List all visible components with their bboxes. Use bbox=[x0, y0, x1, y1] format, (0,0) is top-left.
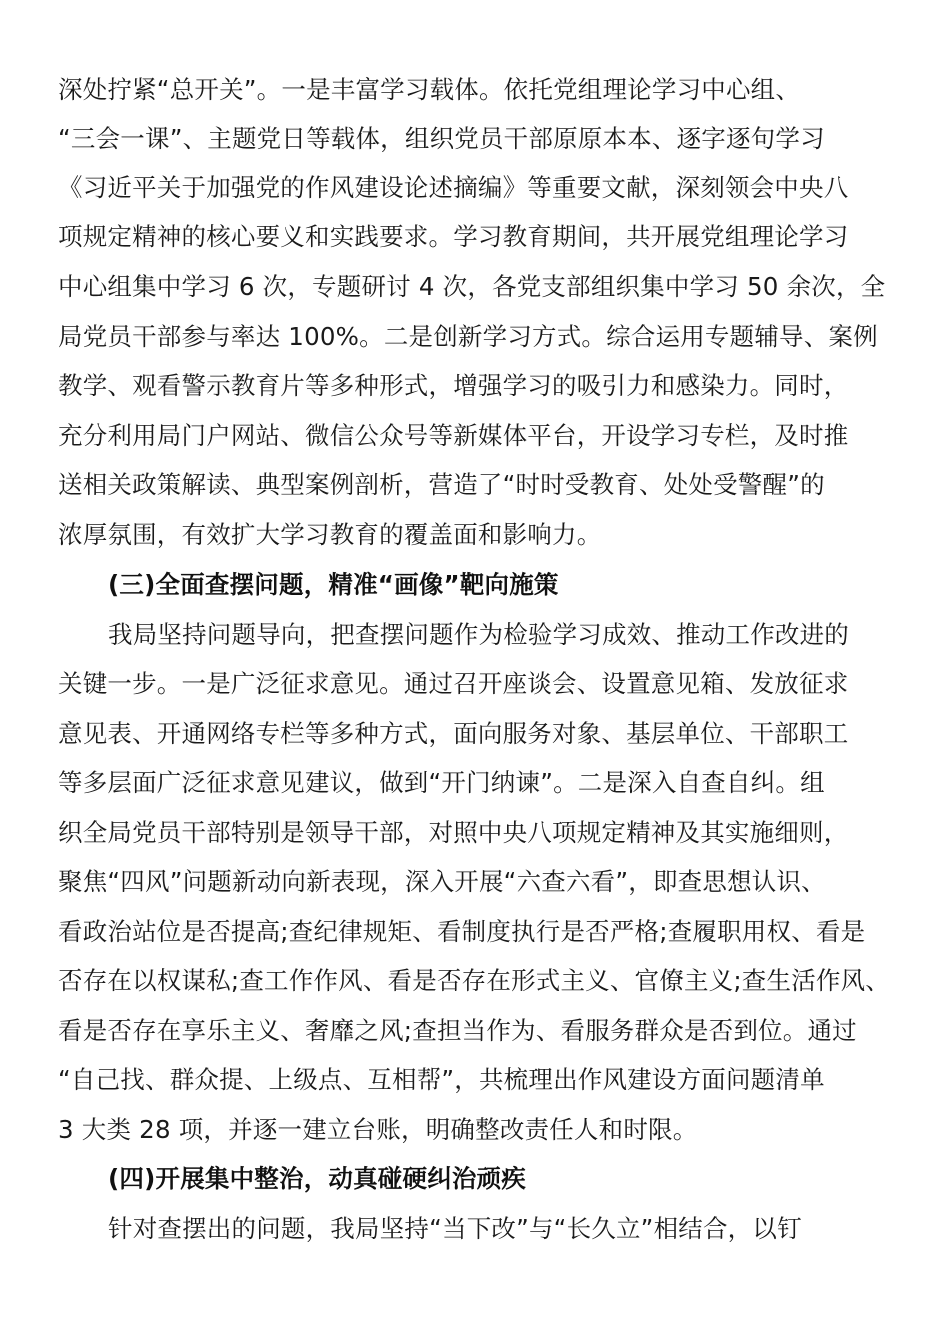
paragraph-line: 关键一步。一是广泛征求意见。通过召开座谈会、设置意见箱、发放征求 bbox=[58, 669, 849, 698]
paragraph-line: 中心组集中学习 6 次，专题研讨 4 次，各党支部组织集中学习 50 余次，全 bbox=[58, 272, 886, 301]
paragraph-line: 针对查摆出的问题，我局坚持“当下改”与“长久立”相结合，以钉 bbox=[108, 1214, 802, 1243]
section-heading-4: (四)开展集中整治，动真碰硬纠治顽疾 bbox=[108, 1164, 526, 1193]
paragraph-line: 否存在以权谋私;查工作作风、看是否存在形式主义、官僚主义;查生活作风、 bbox=[58, 966, 891, 995]
paragraph-line: “自己找、群众提、上级点、互相帮”，共梳理出作风建设方面问题清单 bbox=[58, 1065, 825, 1094]
paragraph-line: 3 大类 28 项，并逐一建立台账，明确整改责任人和时限。 bbox=[58, 1115, 698, 1144]
paragraph-line: 教学、观看警示教育片等多种形式，增强学习的吸引力和感染力。同时， bbox=[58, 371, 849, 400]
paragraph-line: 等多层面广泛征求意见建议，做到“开门纳谏”。二是深入自查自纠。组 bbox=[58, 768, 825, 797]
paragraph-line: 聚焦“四风”问题新动向新表现，深入开展“六查六看”，即查思想认识、 bbox=[58, 867, 826, 896]
paragraph-line: 送相关政策解读、典型案例剖析，营造了“时时受教育、处处受警醒”的 bbox=[58, 470, 825, 499]
paragraph-line: 看是否存在享乐主义、奢靡之风;查担当作为、看服务群众是否到位。通过 bbox=[58, 1016, 857, 1045]
paragraph-line: 深处拧紧“总开关”。一是丰富学习载体。依托党组理论学习中心组、 bbox=[58, 75, 801, 104]
paragraph-line: 织全局党员干部特别是领导干部，对照中央八项规定精神及其实施细则， bbox=[58, 818, 849, 847]
paragraph-line: 意见表、开通网络专栏等多种方式，面向服务对象、基层单位、干部职工 bbox=[58, 719, 849, 748]
paragraph-line: 浓厚氛围，有效扩大学习教育的覆盖面和影响力。 bbox=[58, 520, 602, 549]
paragraph-line: 充分利用局门户网站、微信公众号等新媒体平台，开设学习专栏，及时推 bbox=[58, 421, 849, 450]
paragraph-line: 看政治站位是否提高;查纪律规矩、看制度执行是否严格;查履职用权、看是 bbox=[58, 917, 866, 946]
paragraph-line: “三会一课”、主题党日等载体，组织党员干部原原本本、逐字逐句学习 bbox=[58, 124, 825, 153]
paragraph-line: 我局坚持问题导向，把查摆问题作为检验学习成效、推动工作改进的 bbox=[108, 620, 849, 649]
paragraph-line: 局党员干部参与率达 100%。二是创新学习方式。综合运用专题辅导、案例 bbox=[58, 322, 878, 351]
paragraph-line: 项规定精神的核心要义和实践要求。学习教育期间，共开展党组理论学习 bbox=[58, 222, 849, 251]
section-heading-3: (三)全面查摆问题，精准“画像”靶向施策 bbox=[108, 570, 559, 599]
paragraph-line: 《习近平关于加强党的作风建设论述摘编》等重要文献，深刻领会中央八 bbox=[58, 173, 849, 202]
